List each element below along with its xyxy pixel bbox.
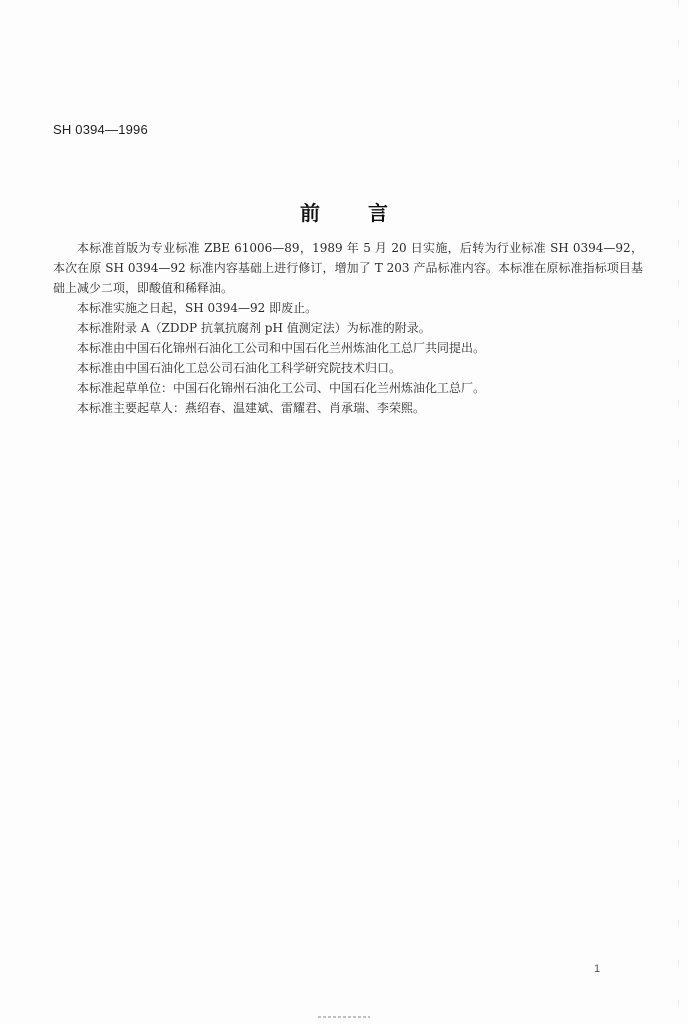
paragraph-technical-centralization: 本标准由中国石油化工总公司石油化工科学研究院技术归口。 bbox=[77, 361, 402, 375]
paragraph-proposed-by: 本标准由中国石化锦州石油化工公司和中国石化兰州炼油化工总厂共同提出。 bbox=[77, 341, 486, 355]
paragraph-drafting-units: 本标准起草单位：中国石化锦州石油化工公司、中国石化兰州炼油化工总厂。 bbox=[77, 381, 486, 395]
paragraph-appendix: 本标准附录 A（ZDDP 抗氧抗腐剂 pH 值测定法）为标准的附录。 bbox=[77, 321, 431, 335]
page-title: 前言 bbox=[300, 201, 436, 225]
foreword-body bbox=[53, 238, 643, 418]
paragraph-drafters: 本标准主要起草人：燕绍春、温建斌、雷耀君、肖承瑞、李荣熙。 bbox=[77, 401, 426, 415]
standard-code: SH 0394—1996 bbox=[53, 122, 148, 137]
paragraph-revision-history: 本标准首版为专业标准 ZBE 61006—89，1989 年 5 月 20 日实施，后转为行业标准 SH 0394—92，本次在原 SH 0394—92 标准内容基础上进行修订，增加了 T 203 产品标准内容。本标准在原标准指标项目基础上减少二项，即酸值和稀释油。 bbox=[53, 241, 643, 295]
page-number: 1 bbox=[594, 963, 601, 975]
paragraph-supersedes: 本标准实施之日起，SH 0394—92 即废止。 bbox=[77, 301, 318, 315]
scan-artifact bbox=[318, 1016, 370, 1018]
scan-edge-line bbox=[678, 0, 679, 1024]
